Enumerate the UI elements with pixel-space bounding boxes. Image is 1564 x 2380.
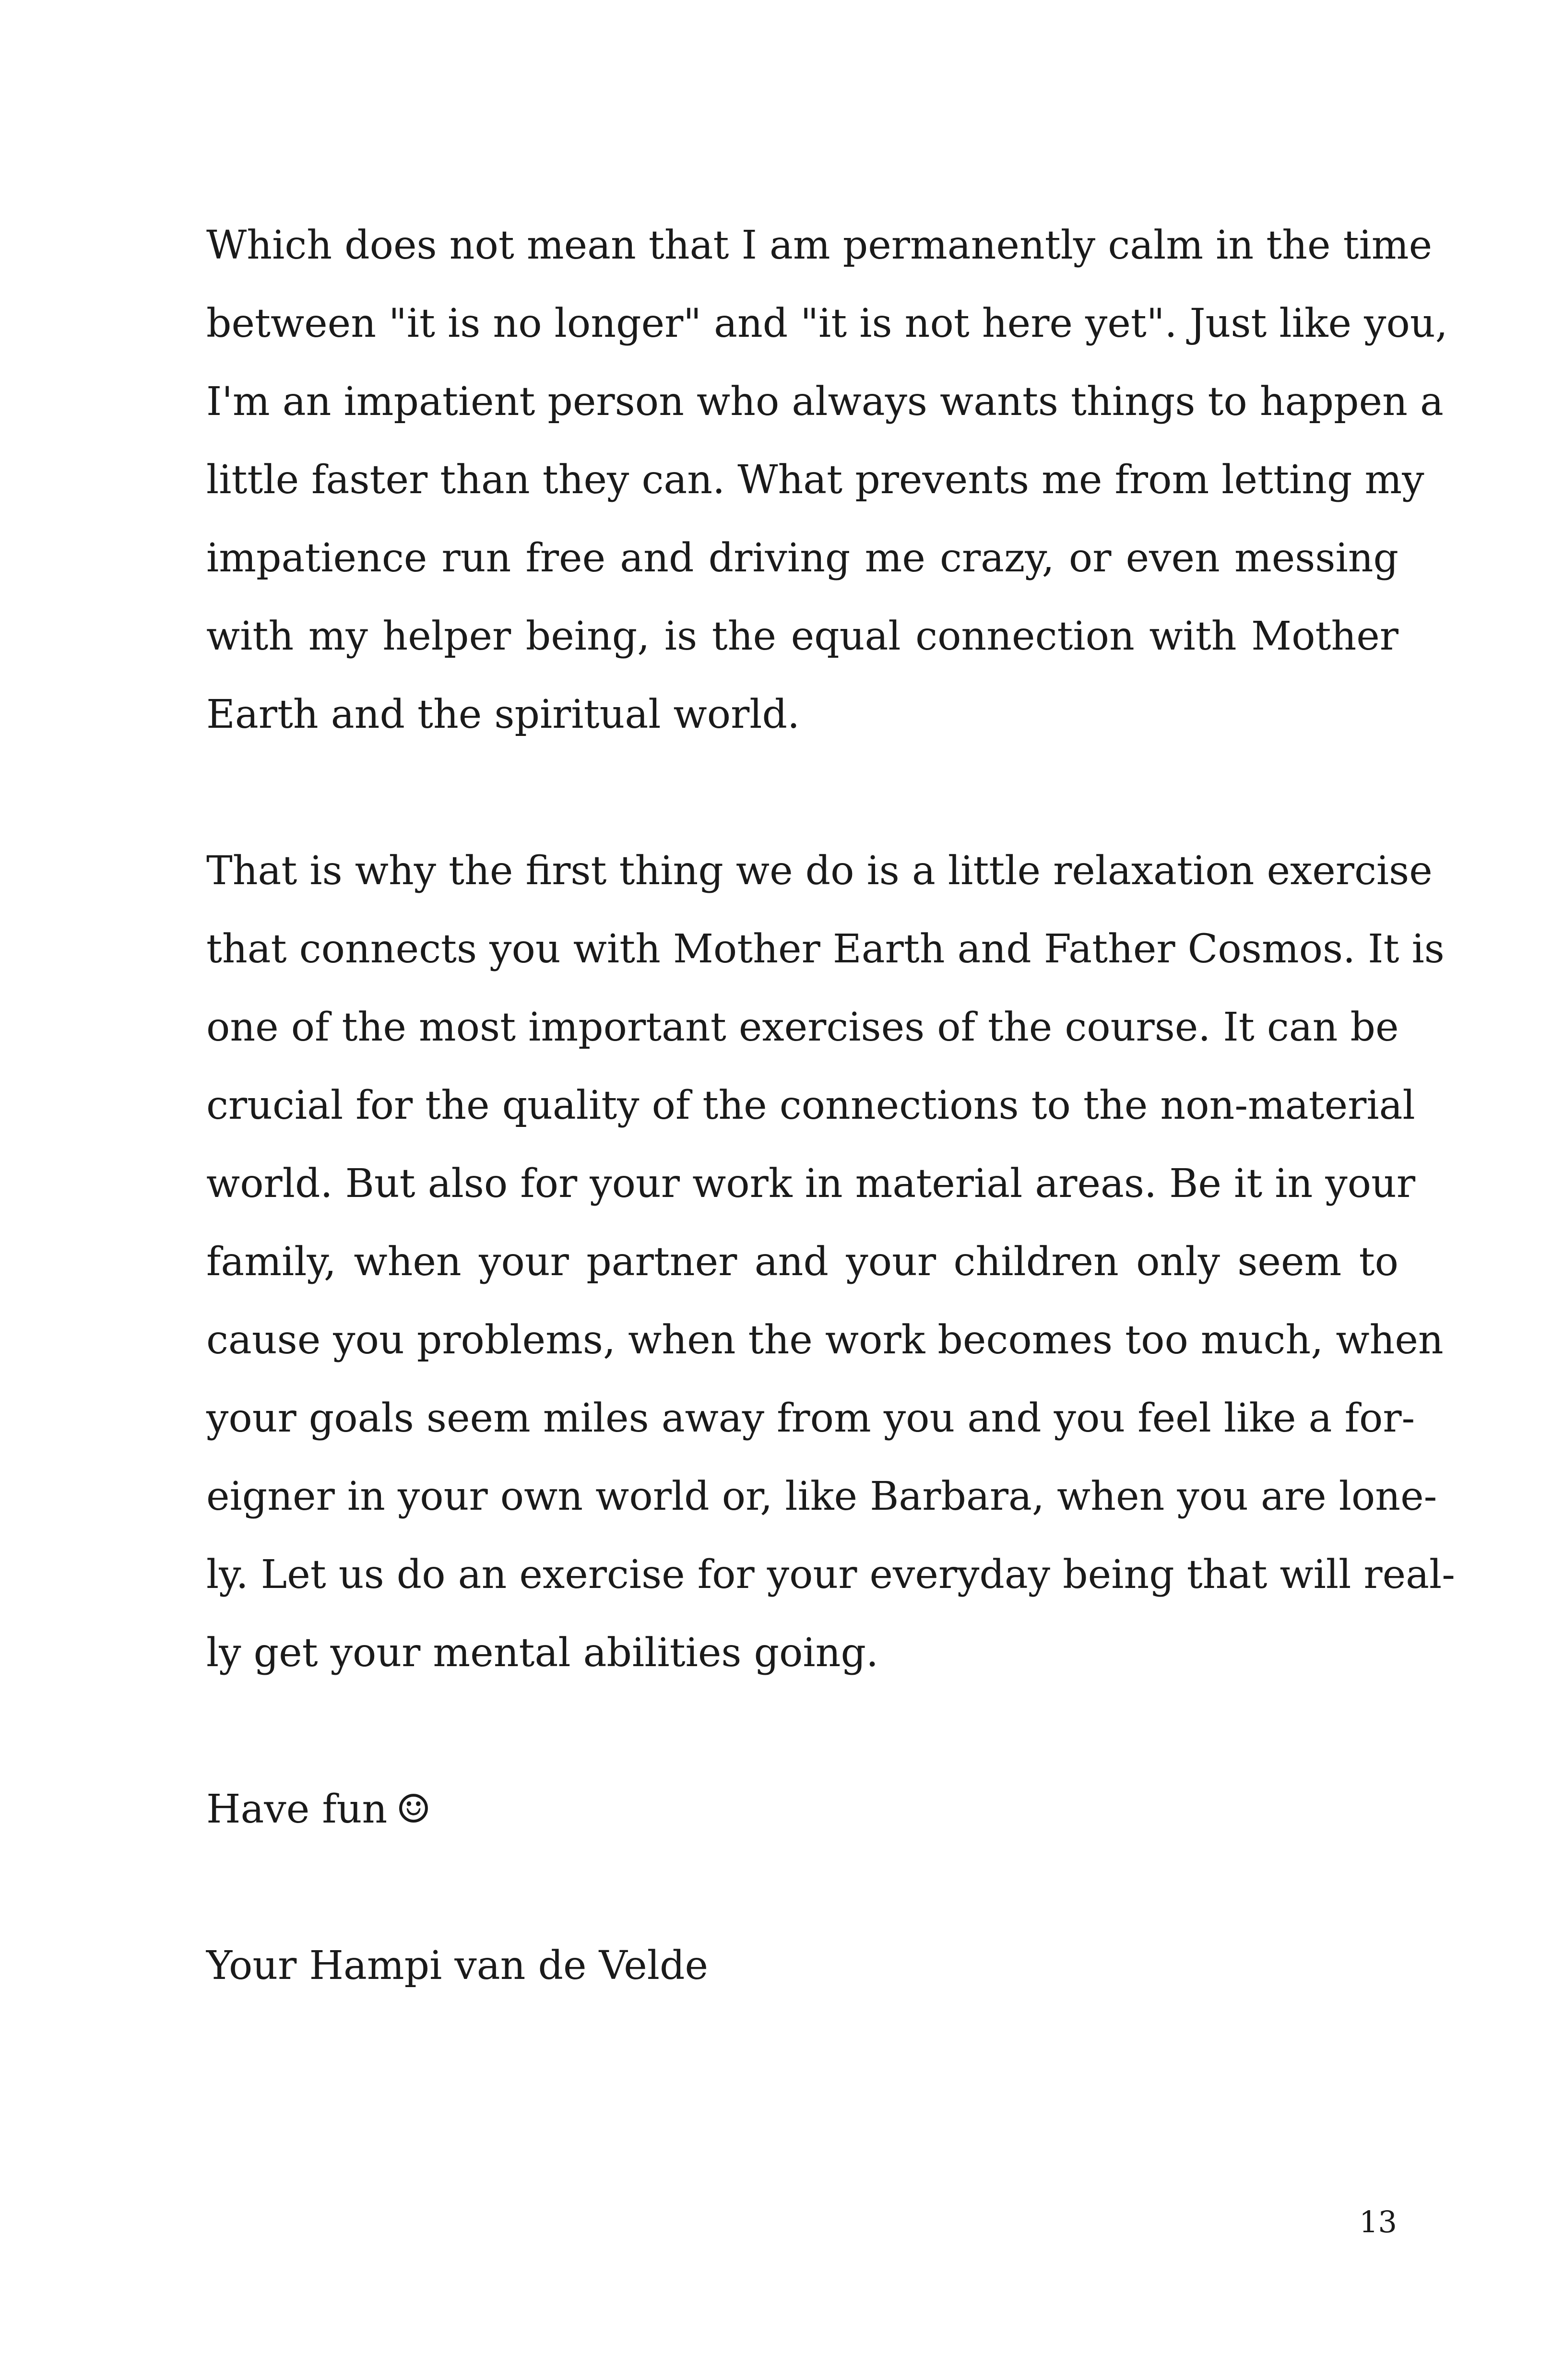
text-line: That is why the first thing we do is a little relaxation exercise (206, 848, 1433, 894)
text-line: eigner in your own world or, like Barbara, when you are lone- (206, 1474, 1437, 1519)
text-line: one of the most important exercises of the course. It can be (206, 1005, 1399, 1050)
text-line: impatience run free and driving me crazy, or even messing (206, 535, 1398, 581)
text-line: ly get your mental abilities going. (206, 1630, 879, 1676)
paragraph-2 (206, 832, 1455, 1692)
text-line: world. But also for your work in material areas. Be it in your (206, 1161, 1416, 1207)
text-line: with my helper being, is the equal connection with Mother (206, 614, 1398, 659)
paragraph-spacer (206, 754, 1398, 832)
text-line: family, when your partner and your children only seem to (206, 1239, 1398, 1285)
signature: Your Hampi van de Velde (206, 1943, 709, 1989)
closing-text: Have fun (206, 1787, 388, 1832)
closing-line (206, 1770, 1398, 1848)
smiley-icon: ☺ (396, 1787, 431, 1832)
paragraph-spacer (206, 1692, 1398, 1770)
text-line: Which does not mean that I am permanently calm in the time (206, 223, 1433, 268)
text-column (206, 206, 1455, 2005)
text-line: ly. Let us do an exercise for your everyday being that will real- (206, 1552, 1455, 1598)
text-line: Earth and the spiritual world. (206, 692, 800, 737)
text-line: crucial for the quality of the connections to the non-material (206, 1083, 1415, 1128)
text-line: cause you problems, when the work becomes too much, when (206, 1317, 1444, 1363)
text-line: little faster than they can. What prevents me from letting my (206, 457, 1424, 503)
paragraph-1 (206, 206, 1448, 754)
text-line: between "it is no longer" and "it is not here yet". Just like you, (206, 301, 1448, 346)
text-line: that connects you with Mother Earth and Father Cosmos. It is (206, 926, 1445, 972)
paragraph-spacer (206, 1848, 1398, 1927)
page-number: 13 (1359, 2204, 1397, 2239)
text-line: I'm an impatient person who always wants things to happen a (206, 379, 1444, 425)
text-line: your goals seem miles away from you and you feel like a for- (206, 1396, 1415, 1441)
